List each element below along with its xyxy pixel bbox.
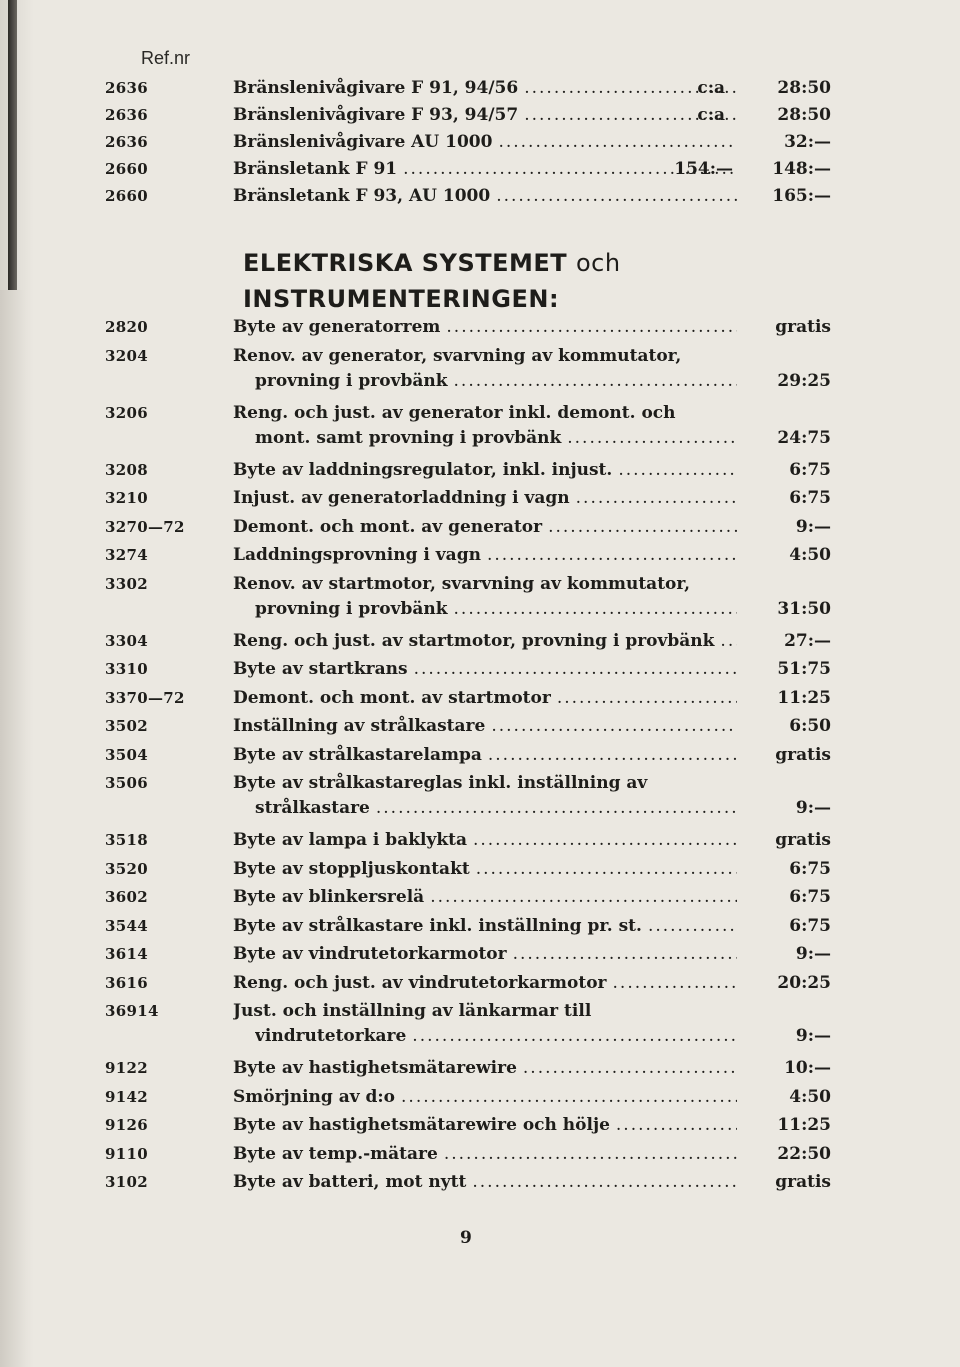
description-text: Bränslenivågivare AU 1000 [233,132,493,152]
item-description [233,914,743,939]
ref-number: 3502 [105,717,148,735]
description-text: Just. och inställning av länkarmar till [233,1001,592,1021]
dot-leader [412,1024,737,1049]
item-description [233,130,743,155]
dot-leader [648,914,737,939]
ref-number: 36914 [105,1002,159,1020]
ref-number: 3204 [105,346,148,365]
description-text-continued: provning i provbänk [255,370,448,391]
price: 6:50 [789,716,831,736]
ref-number: 9142 [105,1087,148,1106]
price: 4:50 [789,1086,831,1107]
item-description [233,686,743,711]
item-description [233,743,743,768]
price: 24:75 [777,427,831,448]
ref-number: 2636 [105,106,148,124]
item-description [233,184,743,209]
item-description [233,714,743,739]
ref-number: 3310 [105,660,148,678]
item-description [233,828,743,853]
dot-leader [613,971,737,996]
description-text: Bränsletank F 91 [233,159,398,179]
price: 6:75 [789,488,831,508]
price: 22:50 [777,1143,831,1164]
ref-number: 3102 [105,1173,148,1191]
section-title-line1: ELEKTRISKA SYSTEMET [243,249,568,277]
ref-number: 2636 [105,133,148,151]
dot-leader [513,942,737,967]
price: 6:75 [789,887,831,907]
dot-leader [567,426,737,451]
price: 6:75 [789,915,831,936]
dot-leader [476,857,737,882]
price: 11:25 [777,687,831,708]
price: 27:— [784,630,831,651]
description-text: Byte av hastighetsmätarewire [233,1058,517,1078]
description-text: Injust. av generatorladdning i vagn [233,488,570,508]
item-description [233,401,743,426]
dot-leader [444,1142,737,1167]
price: gratis [775,317,831,337]
dot-leader [496,184,737,209]
price: 51:75 [777,659,831,679]
description-text: Demont. och mont. av startmotor [233,687,551,708]
price: 31:50 [777,598,831,619]
description-text-continued: strålkastare [255,798,370,818]
dot-leader [491,714,737,739]
price: 9:— [795,944,831,964]
item-description [233,543,743,568]
price: 9:— [795,798,831,818]
dot-leader [446,315,737,340]
description-text: Byte av strålkastare inkl. inställning pr. st. [233,915,642,936]
price: 28:50 [777,78,831,98]
item-description [233,515,743,540]
ref-number: 2636 [105,79,148,97]
description-text: Byte av batteri, mot nytt [233,1172,467,1192]
dot-leader [401,1085,737,1110]
ref-number: 3520 [105,859,148,878]
description-text: Reng. och just. av vindrutetorkarmotor [233,972,607,993]
price: 148:— [772,159,831,179]
price: 11:25 [777,1115,831,1135]
section-heading [243,245,621,317]
item-description [233,1085,743,1110]
item-description-continued [255,597,743,622]
ref-number: 9110 [105,1144,148,1163]
item-description [233,629,743,654]
item-description-continued [255,1024,743,1049]
binding-stripe [8,0,17,290]
price: 165:— [772,186,831,206]
description-text: Byte av strålkastarelampa [233,744,482,765]
item-description [233,458,743,483]
ref-number: 2820 [105,318,148,336]
item-description [233,486,743,511]
price: 10:— [784,1058,831,1078]
page-number: 9 [460,1228,472,1248]
ref-number: 3208 [105,460,148,479]
section-title-line2: INSTRUMENTERINGEN: [243,285,560,313]
description-text-continued: mont. samt provning i provbänk [255,427,562,448]
item-description [233,942,743,967]
ref-number: 3210 [105,489,148,507]
description-text: Byte av laddningsregulator, inkl. injust. [233,459,613,480]
description-text: Reng. och just. av generator inkl. demont. och [233,402,676,423]
ref-number: 3614 [105,945,148,963]
item-description-continued [255,369,743,394]
ref-number: 3274 [105,546,148,564]
dot-leader [557,686,737,711]
price: gratis [775,1172,831,1192]
ref-number: 3544 [105,916,148,935]
description-text: Byte av hastighetsmätarewire och hölje [233,1115,610,1135]
ref-number: 9122 [105,1059,148,1077]
price: gratis [775,744,831,765]
item-description-continued [255,796,743,821]
price: 4:50 [789,545,831,565]
section-title-och: och [576,249,621,277]
item-description [233,885,743,910]
ref-number: 3506 [105,774,148,792]
item-description [233,1142,743,1167]
dot-leader [376,796,737,821]
ref-number: 3302 [105,574,148,593]
dot-leader [720,629,737,654]
ref-number: 3206 [105,403,148,422]
document-page [105,0,845,1367]
price-prefix: c:a [697,78,725,98]
price-alt: 154:— [674,159,733,179]
description-text: Byte av blinkersrelä [233,887,425,907]
dot-leader [616,1113,737,1138]
description-text: Byte av strålkastareglas inkl. inställning av [233,773,648,793]
dot-leader [488,743,737,768]
ref-number: 3602 [105,888,148,906]
price: gratis [775,830,831,850]
price: 28:50 [777,105,831,125]
ref-number: 9126 [105,1116,148,1134]
item-description-continued [255,426,743,451]
page-binding [0,0,34,1367]
description-text: Renov. av generator, svarvning av kommutator, [233,345,682,366]
dot-leader [430,885,737,910]
binding-shade [0,290,26,1367]
description-text: Byte av temp.-mätare [233,1143,438,1164]
description-text-continued: vindrutetorkare [255,1026,407,1046]
dot-leader [473,828,737,853]
dot-leader [414,657,737,682]
item-description [233,1056,743,1081]
description-text-continued: provning i provbänk [255,598,448,619]
dot-leader [454,597,737,622]
price-prefix: c:a [697,105,725,125]
description-text: Demont. och mont. av generator [233,516,543,537]
item-description [233,971,743,996]
dot-leader [523,1056,737,1081]
description-text: Byte av lampa i baklykta [233,830,467,850]
description-text: Byte av vindrutetorkarmotor [233,944,507,964]
ref-number: 3304 [105,631,148,650]
description-text: Smörjning av d:o [233,1086,396,1107]
dot-leader [472,1170,737,1195]
price: 6:75 [789,858,831,879]
dot-leader [498,130,737,155]
price: 20:25 [777,972,831,993]
dot-leader [576,486,737,511]
item-description [233,344,743,369]
item-description [233,1170,743,1195]
ref-number: 2660 [105,187,148,205]
dot-leader [454,369,737,394]
description-text: Reng. och just. av startmotor, provning i provbänk [233,630,715,651]
price: 6:75 [789,459,831,480]
price: 9:— [795,516,831,537]
item-description [233,857,743,882]
dot-leader [548,515,737,540]
item-description [233,572,743,597]
ref-number: 3270—72 [105,517,185,536]
description-text: Renov. av startmotor, svarvning av kommutator, [233,573,691,594]
price: 29:25 [777,370,831,391]
description-text: Inställning av strålkastare [233,716,486,736]
price: 9:— [795,1026,831,1046]
description-text: Bränsletank F 93, AU 1000 [233,186,491,206]
item-description [233,315,743,340]
ref-number: 2660 [105,160,148,178]
description-text: Byte av generatorrem [233,317,441,337]
ref-number: 3370—72 [105,688,185,707]
description-text: Laddningsprovning i vagn [233,545,481,565]
ref-column-header: Ref.nr [141,48,191,68]
ref-number: 3504 [105,745,148,764]
dot-leader [618,458,737,483]
item-description [233,1113,743,1138]
ref-number: 3616 [105,973,148,992]
description-text: Byte av stoppljuskontakt [233,858,470,879]
item-description [233,657,743,682]
price: 32:— [784,132,831,152]
ref-number: 3518 [105,831,148,849]
item-description [233,771,743,796]
description-text: Byte av startkrans [233,659,408,679]
item-description [233,999,743,1024]
description-text: Bränslenivågivare F 91, 94/56 [233,78,519,98]
dot-leader [487,543,737,568]
description-text: Bränslenivågivare F 93, 94/57 [233,105,519,125]
